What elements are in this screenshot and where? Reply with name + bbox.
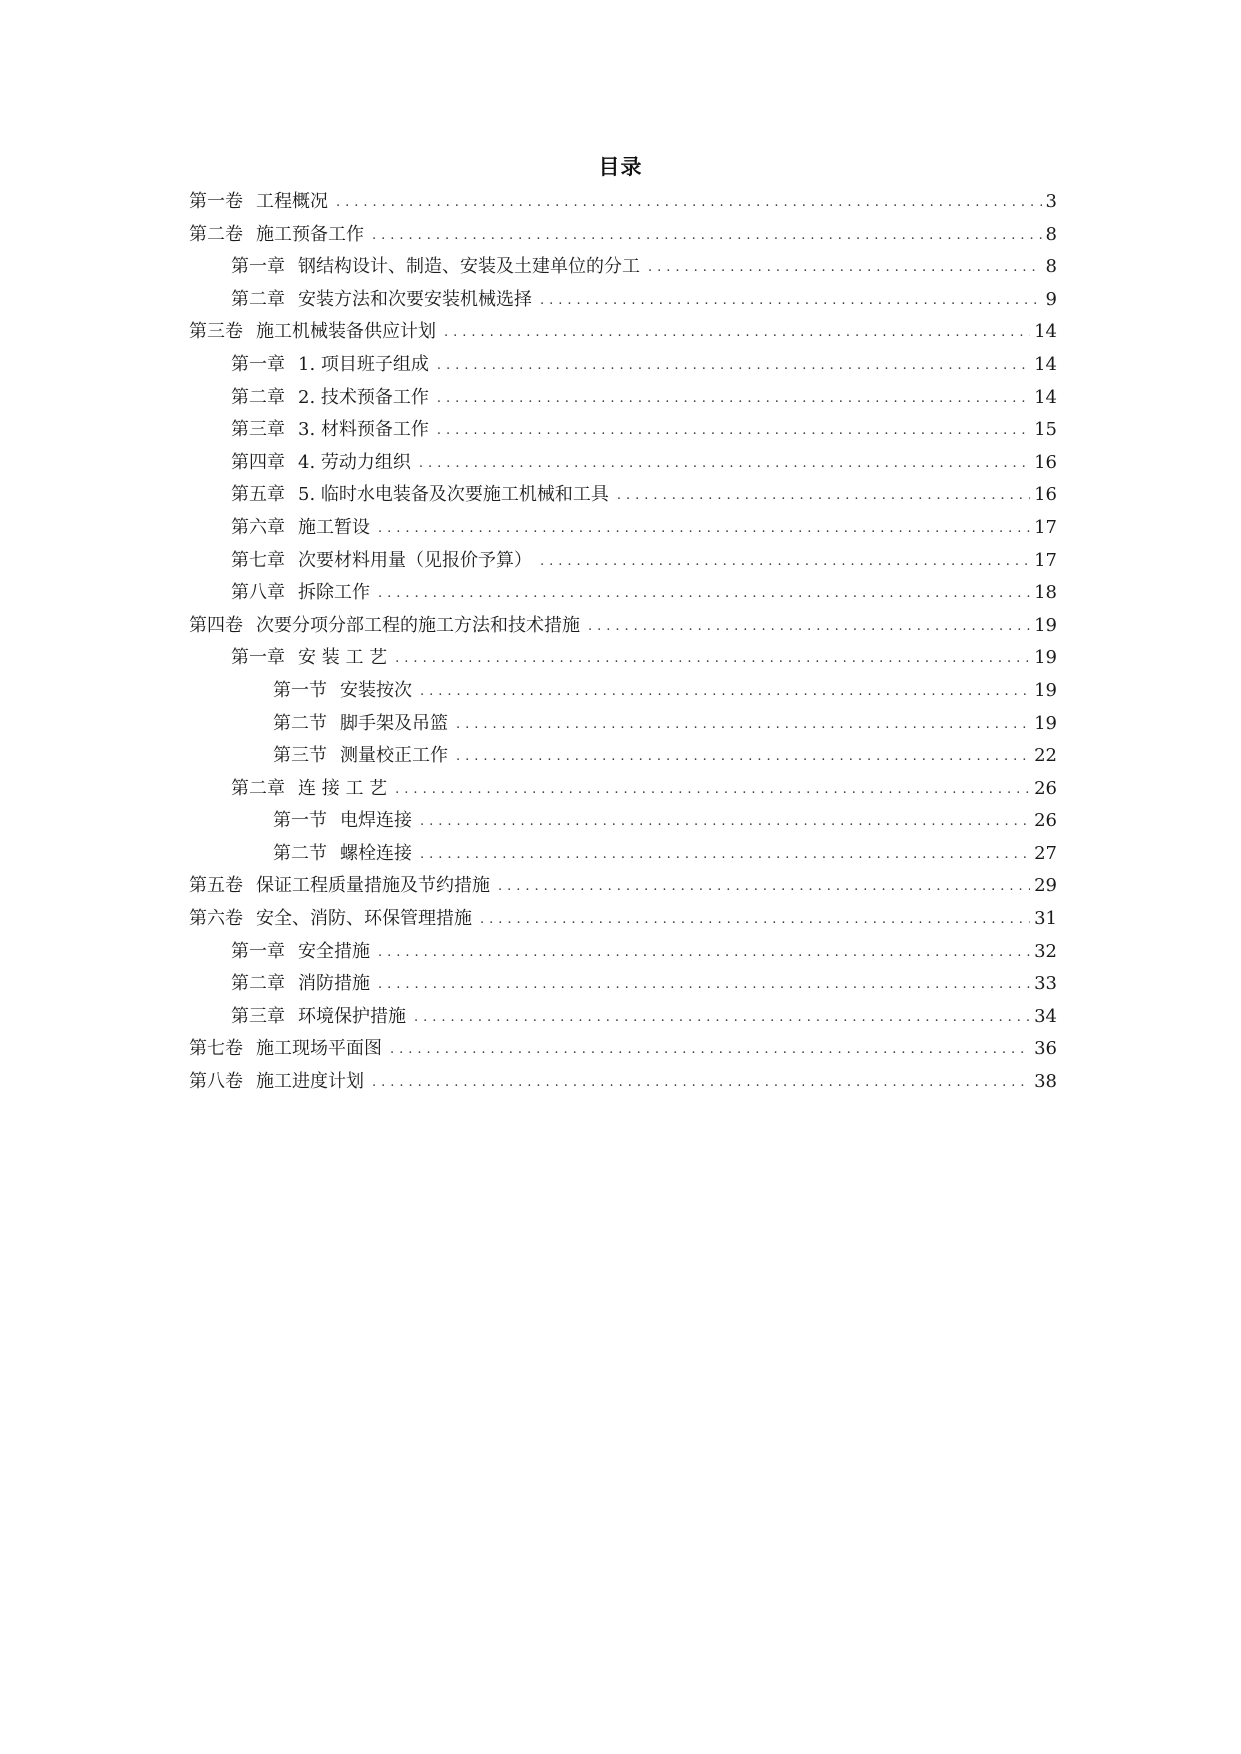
toc-entry-label: 第三章 xyxy=(231,419,285,441)
toc-entry[interactable] xyxy=(189,903,1057,936)
toc-entry-page-number: 8 xyxy=(1045,223,1057,245)
toc-entry-label: 第一章 xyxy=(231,940,285,962)
toc-entry-text: 3. 材料预备工作 xyxy=(298,419,429,441)
toc-entry-page-number: 3 xyxy=(1045,191,1057,212)
toc-entry-page-number: 34 xyxy=(1034,1005,1057,1027)
dot-leader xyxy=(498,871,1030,904)
toc-entry-label: 第六卷 xyxy=(189,908,243,930)
toc-entry[interactable] xyxy=(189,1001,1057,1034)
toc-entry-label: 第一节 xyxy=(273,679,327,701)
dot-leader xyxy=(456,709,1030,742)
toc-entry-page-number: 26 xyxy=(1034,810,1057,832)
dot-leader xyxy=(414,1002,1030,1035)
toc-entry-text: 次要分项分部工程的施工方法和技术措施 xyxy=(256,614,580,636)
toc-entry-page-number: 32 xyxy=(1034,940,1057,962)
toc-entry-label: 第三节 xyxy=(273,745,327,767)
toc-entry-label: 第四卷 xyxy=(189,614,243,636)
dot-leader xyxy=(437,383,1030,416)
toc-entry[interactable] xyxy=(189,675,1057,708)
toc-entry[interactable] xyxy=(189,870,1057,903)
toc-entry-label: 第二节 xyxy=(273,712,327,734)
toc-entry-label: 第四章 xyxy=(231,451,285,473)
toc-entry-label: 第一章 xyxy=(231,647,285,669)
toc-entry[interactable] xyxy=(189,577,1057,610)
toc-entry-page-number: 14 xyxy=(1034,386,1057,408)
toc-entry[interactable] xyxy=(189,414,1057,447)
toc-entry[interactable] xyxy=(189,642,1057,675)
toc-entry-page-number: 14 xyxy=(1034,353,1057,375)
toc-entry-label: 第二章 xyxy=(231,777,285,799)
toc-entry-page-number: 9 xyxy=(1045,288,1057,310)
toc-entry-page-number: 19 xyxy=(1034,647,1057,669)
toc-entry[interactable] xyxy=(189,316,1057,349)
toc-entry-label: 第一卷 xyxy=(189,191,243,212)
dot-leader xyxy=(437,350,1030,383)
toc-entry-text: 施工机械装备供应计划 xyxy=(256,321,436,343)
toc-title: 目录 xyxy=(598,155,643,179)
toc-entry-page-number: 17 xyxy=(1034,516,1057,538)
toc-entry-page-number: 31 xyxy=(1034,908,1057,930)
toc-entry-text: 消防措施 xyxy=(298,973,370,995)
toc-entry-text: 施工预备工作 xyxy=(256,223,364,245)
dot-leader xyxy=(617,480,1030,513)
toc-entry[interactable] xyxy=(189,740,1057,773)
toc-entry-page-number: 38 xyxy=(1034,1071,1057,1093)
toc-entry-text: 保证工程质量措施及节约措施 xyxy=(256,875,490,897)
dot-leader xyxy=(540,285,1042,318)
toc-entry-text: 脚手架及吊篮 xyxy=(340,712,448,734)
dot-leader xyxy=(540,546,1030,579)
toc-entry[interactable] xyxy=(189,349,1057,382)
toc-entry-page-number: 29 xyxy=(1034,875,1057,897)
toc-entry[interactable] xyxy=(189,838,1057,871)
toc-entry-page-number: 16 xyxy=(1034,484,1057,506)
toc-entry-text: 拆除工作 xyxy=(298,582,370,604)
toc-entry[interactable] xyxy=(189,1066,1057,1099)
dot-leader xyxy=(437,415,1030,448)
toc-entry-page-number: 8 xyxy=(1045,256,1057,278)
toc-entry[interactable] xyxy=(189,708,1057,741)
toc-entry-page-number: 19 xyxy=(1034,679,1057,701)
toc-entry-page-number: 22 xyxy=(1034,745,1057,767)
toc-entry-page-number: 19 xyxy=(1034,614,1057,636)
toc-entry-text: 环境保护措施 xyxy=(298,1005,406,1027)
dot-leader xyxy=(395,774,1030,807)
dot-leader xyxy=(456,741,1030,774)
toc-entry[interactable] xyxy=(189,382,1057,415)
dot-leader xyxy=(420,676,1030,709)
toc-entry[interactable] xyxy=(189,219,1057,252)
toc-entry-label: 第七卷 xyxy=(189,1038,243,1060)
toc-entry-page-number: 15 xyxy=(1034,419,1057,441)
dot-leader xyxy=(420,806,1030,839)
toc-entry-text: 测量校正工作 xyxy=(340,745,448,767)
toc-entry-text: 安全、消防、环保管理措施 xyxy=(256,908,472,930)
toc-entry[interactable] xyxy=(189,186,1057,219)
toc-entry-page-number: 26 xyxy=(1034,777,1057,799)
toc-entry[interactable] xyxy=(189,447,1057,480)
toc-entry-text: 工程概况 xyxy=(256,191,328,212)
toc-entry-label: 第二章 xyxy=(231,386,285,408)
toc-entry-text: 连 接 工 艺 xyxy=(298,777,388,799)
toc-entry-page-number: 16 xyxy=(1034,451,1057,473)
toc-entry[interactable] xyxy=(189,610,1057,643)
toc-entry[interactable] xyxy=(189,251,1057,284)
toc-entry-page-number: 33 xyxy=(1034,973,1057,995)
toc-entry-text: 安 装 工 艺 xyxy=(298,647,388,669)
toc-entry-text: 5. 临时水电装备及次要施工机械和工具 xyxy=(298,484,609,506)
toc-entry-page-number: 36 xyxy=(1034,1038,1057,1060)
dot-leader xyxy=(420,839,1030,872)
toc-entry-page-number: 27 xyxy=(1034,842,1057,864)
toc-entry-label: 第三卷 xyxy=(189,321,243,343)
toc-entry-text: 钢结构设计、制造、安装及土建单位的分工 xyxy=(298,256,640,278)
toc-entry-label: 第二节 xyxy=(273,842,327,864)
toc-entry-text: 螺栓连接 xyxy=(340,842,412,864)
dot-leader xyxy=(378,513,1030,546)
toc-entry-text: 次要材料用量（见报价予算） xyxy=(298,549,532,571)
toc-entry-label: 第一章 xyxy=(231,353,285,375)
dot-leader xyxy=(378,969,1030,1002)
dot-leader xyxy=(378,578,1030,611)
toc-entry-label: 第一章 xyxy=(231,256,285,278)
toc-entry-page-number: 14 xyxy=(1034,321,1057,343)
toc-entry-text: 安装方法和次要安装机械选择 xyxy=(298,288,532,310)
toc-entry-text: 施工现场平面图 xyxy=(256,1038,382,1060)
dot-leader xyxy=(378,937,1030,970)
dot-leader xyxy=(372,220,1042,253)
toc-entry-label: 第一节 xyxy=(273,810,327,832)
toc-entry[interactable] xyxy=(189,936,1057,969)
toc-entry-page-number: 19 xyxy=(1034,712,1057,734)
toc-entry-text: 安装按次 xyxy=(340,679,412,701)
dot-leader xyxy=(588,611,1030,644)
toc-entry-label: 第二章 xyxy=(231,288,285,310)
toc-entry-text: 安全措施 xyxy=(298,940,370,962)
toc-entry-label: 第二章 xyxy=(231,973,285,995)
toc-entry-label: 第八卷 xyxy=(189,1071,243,1093)
toc-entry-text: 电焊连接 xyxy=(340,810,412,832)
toc-entry[interactable] xyxy=(189,773,1057,806)
toc-entry-page-number: 17 xyxy=(1034,549,1057,571)
toc-entry[interactable] xyxy=(189,512,1057,545)
toc-entry[interactable] xyxy=(189,479,1057,512)
toc-entry-label: 第二卷 xyxy=(189,223,243,245)
toc-entry[interactable] xyxy=(189,545,1057,578)
toc-entry-label: 第七章 xyxy=(231,549,285,571)
toc-entry[interactable] xyxy=(189,1033,1057,1066)
toc-entry-page-number: 18 xyxy=(1034,582,1057,604)
dot-leader xyxy=(419,448,1030,481)
toc-entry-label: 第三章 xyxy=(231,1005,285,1027)
dot-leader xyxy=(372,1067,1030,1100)
dot-leader xyxy=(395,643,1030,676)
toc-entry[interactable] xyxy=(189,805,1057,838)
toc-entry-label: 第五章 xyxy=(231,484,285,506)
dot-leader xyxy=(336,187,1042,220)
table-of-contents xyxy=(189,186,1057,1099)
toc-entry[interactable] xyxy=(189,284,1057,317)
toc-entry-text: 1. 项目班子组成 xyxy=(298,353,429,375)
toc-entry-text: 施工暂设 xyxy=(298,516,370,538)
toc-entry-label: 第八章 xyxy=(231,582,285,604)
dot-leader xyxy=(648,252,1042,285)
dot-leader xyxy=(390,1034,1030,1067)
toc-entry-text: 2. 技术预备工作 xyxy=(298,386,429,408)
dot-leader xyxy=(444,317,1030,350)
toc-entry-text: 施工进度计划 xyxy=(256,1071,364,1093)
toc-entry-text: 4. 劳动力组织 xyxy=(298,451,411,473)
dot-leader xyxy=(480,904,1030,937)
toc-entry-label: 第五卷 xyxy=(189,875,243,897)
toc-entry-label: 第六章 xyxy=(231,516,285,538)
toc-entry[interactable] xyxy=(189,968,1057,1001)
